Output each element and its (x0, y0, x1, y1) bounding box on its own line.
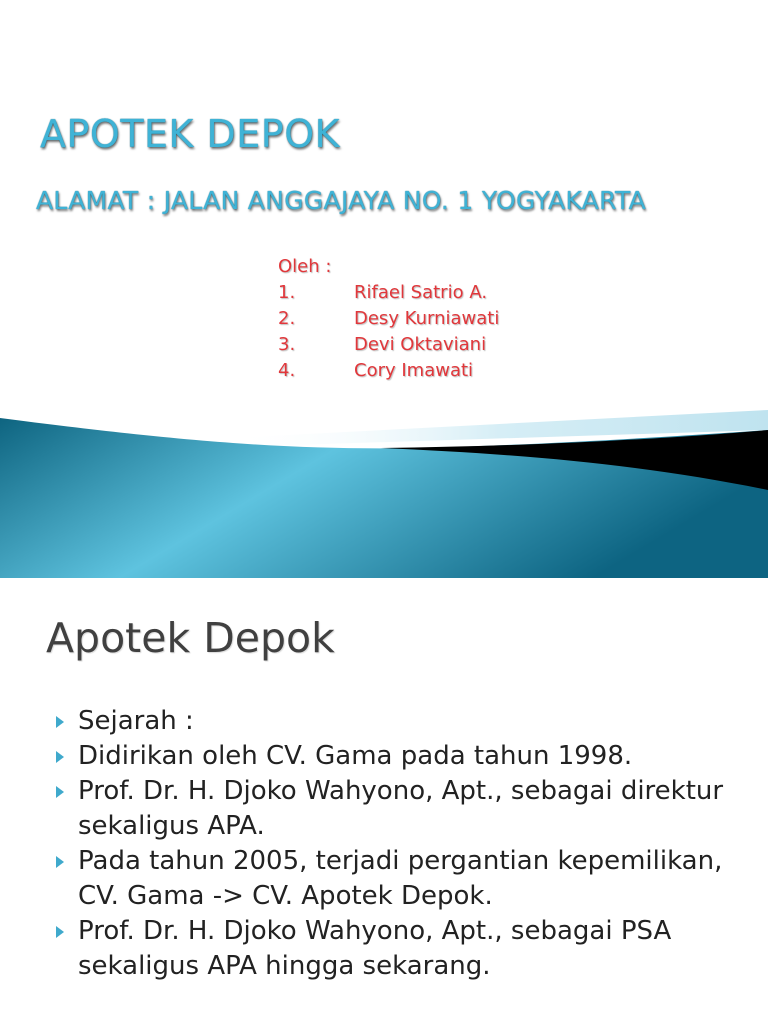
author-number: 1. (278, 282, 296, 303)
bullet-text: Didirikan oleh CV. Gama pada tahun 1998. (78, 741, 633, 771)
author-number: 4. (278, 360, 296, 381)
triangle-bullet-icon (56, 751, 64, 763)
author-number: 2. (278, 308, 296, 329)
triangle-bullet-icon (56, 926, 64, 938)
bullet-text: Prof. Dr. H. Djoko Wahyono, Apt., sebagai direktur sekaligus APA. (78, 776, 724, 841)
bullet-text: Pada tahun 2005, terjadi pergantian kepemilikan, CV. Gama -> CV. Apotek Depok. (78, 846, 723, 911)
decorative-wave-band (0, 408, 768, 578)
triangle-bullet-icon (56, 716, 64, 728)
bullet-item (56, 739, 756, 774)
bullet-text: Sejarah : (78, 706, 194, 736)
triangle-bullet-icon (56, 786, 64, 798)
authors-block (278, 254, 499, 384)
slide-title: APOTEK DEPOK (40, 112, 341, 156)
bullet-item (56, 774, 756, 844)
bullet-text: Prof. Dr. H. Djoko Wahyono, Apt., sebagai PSA sekaligus APA hingga sekarang. (78, 916, 672, 981)
author-item (278, 280, 499, 306)
author-name: Devi Oktaviani (354, 334, 487, 355)
triangle-bullet-icon (56, 856, 64, 868)
author-name: Desy Kurniawati (354, 308, 500, 329)
bullet-item (56, 914, 756, 984)
author-number: 3. (278, 334, 296, 355)
author-item (278, 332, 499, 358)
bullet-item (56, 844, 756, 914)
authors-heading: Oleh : (278, 256, 332, 277)
author-name: Rifael Satrio A. (354, 282, 488, 303)
content-slide (0, 586, 768, 1024)
author-name: Cory Imawati (354, 360, 474, 381)
slide-title: Apotek Depok (46, 614, 335, 662)
author-item (278, 306, 499, 332)
bullet-list (56, 704, 756, 984)
author-item (278, 358, 499, 384)
bullet-item (56, 704, 756, 739)
slide-address: ALAMAT : JALAN ANGGAJAYA NO. 1 YOGYAKARTA (36, 186, 647, 215)
